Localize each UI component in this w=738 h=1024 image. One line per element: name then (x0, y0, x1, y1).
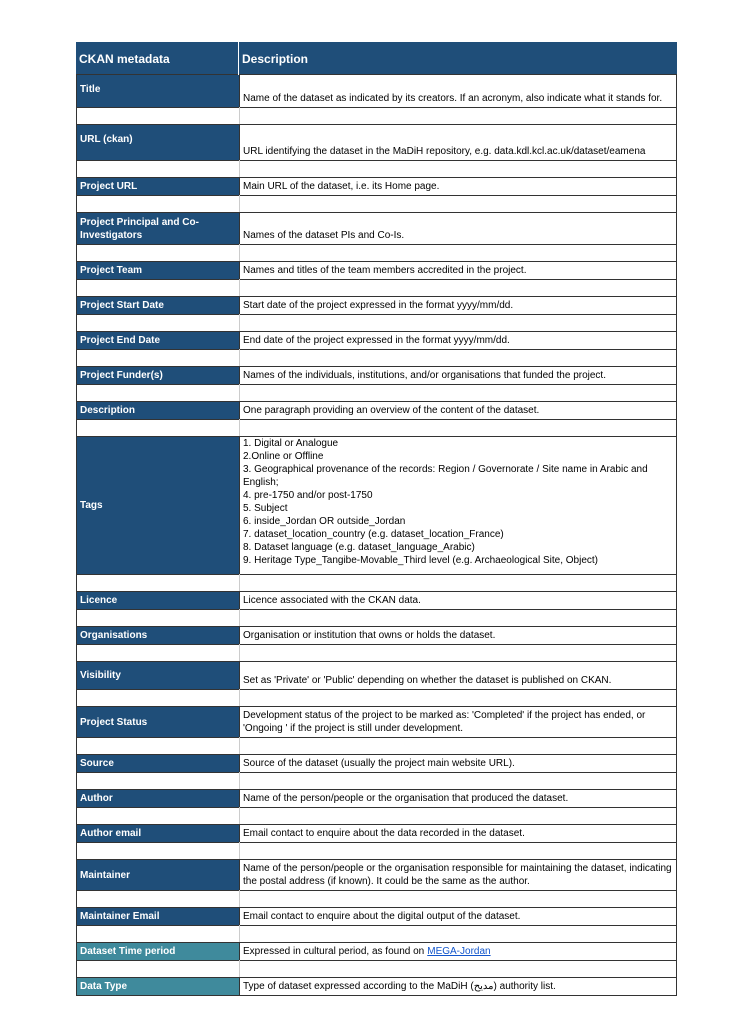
row-desc-team: Names and titles of the team members accredited in the project. (239, 262, 676, 279)
table-row (76, 261, 677, 280)
header-description: Description (242, 51, 309, 66)
spacer-row (76, 384, 677, 402)
table-row (76, 942, 677, 961)
row-label-organisations: Organisations (77, 627, 239, 644)
row-desc-datatype: Type of dataset expressed according to the MaDiH (مديح) authority list. (239, 978, 676, 995)
spacer-row (76, 574, 677, 592)
spacer-row (76, 960, 677, 978)
time-period-text: Expressed in cultural period, as found on (243, 946, 425, 957)
row-label-author: Author (77, 790, 239, 807)
row-label-time-period: Dataset Time period (77, 943, 239, 960)
spacer-row (76, 737, 677, 755)
metadata-table (76, 42, 677, 996)
spacer-row (76, 807, 677, 825)
spacer-row (76, 890, 677, 908)
table-row (76, 366, 677, 385)
row-desc-author-email: Email contact to enquire about the data recorded in the dataset. (239, 825, 676, 842)
spacer-row (76, 925, 677, 943)
table-row (76, 331, 677, 350)
row-label-url: URL (ckan) (77, 125, 239, 160)
row-desc-project-url: Main URL of the dataset, i.e. its Home page. (239, 178, 676, 195)
table-row (76, 401, 677, 420)
spacer-row (76, 107, 677, 125)
row-label-start-date: Project Start Date (77, 297, 239, 314)
spacer-row (76, 772, 677, 790)
row-label-datatype: Data Type (77, 978, 239, 995)
row-label-source: Source (77, 755, 239, 772)
row-desc-author: Name of the person/people or the organisation that produced the dataset. (239, 790, 676, 807)
row-desc-maintainer: Name of the person/people or the organisation responsible for maintaining the dataset, indicating the postal address (if known). It could be the same as the author. (239, 860, 676, 890)
tag-item: 2.Online or Offline (243, 451, 324, 462)
spacer-row (76, 279, 677, 297)
row-desc-pis: Names of the dataset PIs and Co-Is. (239, 213, 676, 244)
row-desc-description: One paragraph providing an overview of the content of the dataset. (239, 402, 676, 419)
table-row (76, 824, 677, 843)
table-row (76, 436, 677, 575)
row-label-tags: Tags (77, 437, 239, 574)
mega-jordan-link[interactable]: MEGA-Jordan (427, 946, 491, 957)
row-desc-status: Development status of the project to be marked as: 'Completed' if the project has ended, or 'Ongoing ' if the project is still under development. (239, 707, 676, 737)
spacer-row (76, 644, 677, 662)
row-desc-start-date: Start date of the project expressed in the format yyyy/mm/dd. (239, 297, 676, 314)
spacer-row (76, 195, 677, 213)
table-row (76, 212, 677, 245)
spacer-row (76, 160, 677, 178)
row-label-project-url: Project URL (77, 178, 239, 195)
row-desc-funder: Names of the individuals, institutions, and/or organisations that funded the project. (239, 367, 676, 384)
row-label-maintainer: Maintainer (77, 860, 239, 890)
spacer-row (76, 609, 677, 627)
tag-item: 7. dataset_location_country (e.g. dataset_location_France) (243, 529, 504, 540)
row-desc-end-date: End date of the project expressed in the format yyyy/mm/dd. (239, 332, 676, 349)
row-label-end-date: Project End Date (77, 332, 239, 349)
table-row (76, 177, 677, 196)
tag-item: 8. Dataset language (e.g. dataset_language_Arabic) (243, 542, 475, 553)
table-row (76, 124, 677, 161)
row-desc-url: URL identifying the dataset in the MaDiH repository, e.g. data.kdl.kcl.ac.uk/dataset/eamena (239, 125, 676, 160)
row-label-maintainer-email: Maintainer Email (77, 908, 239, 925)
row-desc-time-period (239, 943, 676, 960)
table-row (76, 706, 677, 738)
spacer-row (76, 419, 677, 437)
table-row (76, 591, 677, 610)
table-row (76, 661, 677, 690)
table-header (76, 42, 677, 75)
table-row (76, 907, 677, 926)
row-label-pis: Project Principal and Co-Investigators (77, 213, 239, 244)
row-desc-visibility: Set as 'Private' or 'Public' depending on whether the dataset is published on CKAN. (239, 662, 676, 689)
spacer-row (76, 314, 677, 332)
row-desc-source: Source of the dataset (usually the project main website URL). (239, 755, 676, 772)
spacer-row (76, 842, 677, 860)
tag-item: 1. Digital or Analogue (243, 438, 339, 449)
row-label-status: Project Status (77, 707, 239, 737)
row-label-funder: Project Funder(s) (77, 367, 239, 384)
row-label-licence: Licence (77, 592, 239, 609)
table-row (76, 296, 677, 315)
spacer-row (76, 349, 677, 367)
table-row (76, 859, 677, 891)
tag-item: 4. pre-1750 and/or post-1750 (243, 490, 373, 501)
row-label-author-email: Author email (77, 825, 239, 842)
table-row (76, 789, 677, 808)
spacer-row (76, 689, 677, 707)
row-label-team: Project Team (77, 262, 239, 279)
table-row (76, 754, 677, 773)
table-row (76, 977, 677, 996)
row-desc-organisations: Organisation or institution that owns or holds the dataset. (239, 627, 676, 644)
table-row (76, 74, 677, 108)
row-desc-title: Name of the dataset as indicated by its creators. If an acronym, also indicate what it stands for. (239, 75, 676, 107)
row-label-description: Description (77, 402, 239, 419)
row-desc-licence: Licence associated with the CKAN data. (239, 592, 676, 609)
spacer-row (76, 244, 677, 262)
tag-item: 3. Geographical provenance of the records: Region / Governorate / Site name in Arabic and English; (243, 464, 648, 488)
tag-item: 6. inside_Jordan OR outside_Jordan (243, 516, 406, 527)
header-ckan-metadata: CKAN metadata (76, 42, 239, 75)
row-label-title: Title (77, 75, 239, 107)
row-label-visibility: Visibility (77, 662, 239, 689)
tag-item: 9. Heritage Type_Tangibe-Movable_Third level (e.g. Archaeological Site, Object) (243, 555, 599, 566)
tag-item: 5. Subject (243, 503, 288, 514)
table-row (76, 626, 677, 645)
row-desc-tags (239, 437, 676, 574)
row-desc-maintainer-email: Email contact to enquire about the digital output of the dataset. (239, 908, 676, 925)
